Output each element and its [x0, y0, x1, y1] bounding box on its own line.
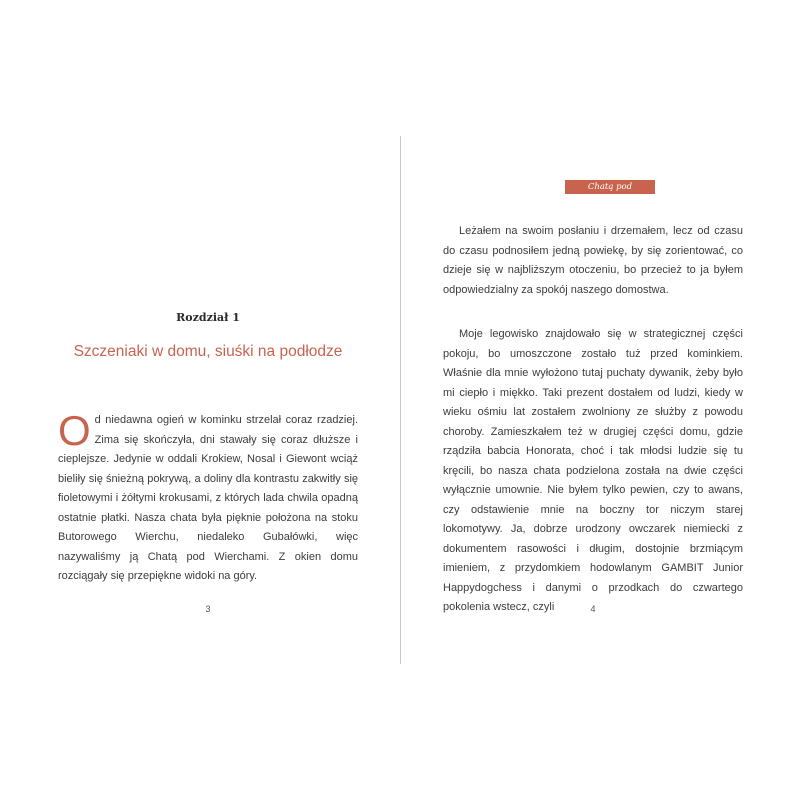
opening-paragraph [58, 407, 358, 587]
page-gutter-divider [400, 136, 401, 664]
opening-paragraph-text: d niedawna ogień w kominku strzelał coraz rzadziej. Zima się skończyła, dni stawały się coraz dłuższe i cieplejsze. Jedynie w oddali Krokiew, Nosal i Giewont wciąż bieliły się śnieżną pokrywą, a doliny dla kontrastu zakwitły się fioletowymi i żółtymi krokusami, z których lada chwila opadną ostatnie płatki. Nasza chata była pięknie położona na stoku Butorowego Wierchu, niedaleko Gubałówki, więc nazywaliśmy ją Chatą pod Wierchami. Z okien domu rozciągały się przepiękne widoki na góry. [58, 414, 358, 582]
body-paragraph: Moje legowisko znajdowało się w strategicznej części pokoju, bo umoszczone zostało tuż przed kominkiem. Właśnie dla mnie wyłożono tutaj puchaty dywanik, żeby było mi ciepło i miękko. Taki prezent dostałem od ludzi, kiedy w wieku ośmiu lat zostałem zwolniony ze służby z powodu choroby. Zamieszkałem też w drugiej części domu, gdzie rządziła babcia Honorata, choć i tak młodsi ludzie się tu kręcili, bo nasza chata podzielona została na dwie części wyłącznie umownie. Nie byłem tylko pewien, czy to awans, czy odstawienie mnie na boczny tor niczym starej lokomotywy. Ja, dobrze urodzony owczarek niemiecki z dokumentem rasowości i długim, dostojnie brzmiącym imieniem, z przydomkiem hodowlanym GAMBIT Junior Happydogchess i danymi o przodkach do czwartego pokolenia wstecz, czyli [443, 328, 743, 613]
chapter-title: Szczeniaki w domu, siuśki na podłodze [73, 343, 343, 360]
page-number-right: 4 [590, 604, 596, 614]
page-number-left: 3 [205, 604, 211, 614]
body-paragraph: Leżałem na swoim posłaniu i drzemałem, lecz od czasu do czasu podnosiłem jedną powiekę, by się zorientować, co dzieje się w najbliższym otoczeniu, bo przecież to ja byłem odpowiedzialny za spokój naszego domostwa. [443, 225, 743, 296]
drop-cap: O [58, 407, 91, 454]
running-head: Chatą pod Wierchami [565, 180, 655, 194]
chapter-label: Rozdział 1 [176, 311, 240, 324]
